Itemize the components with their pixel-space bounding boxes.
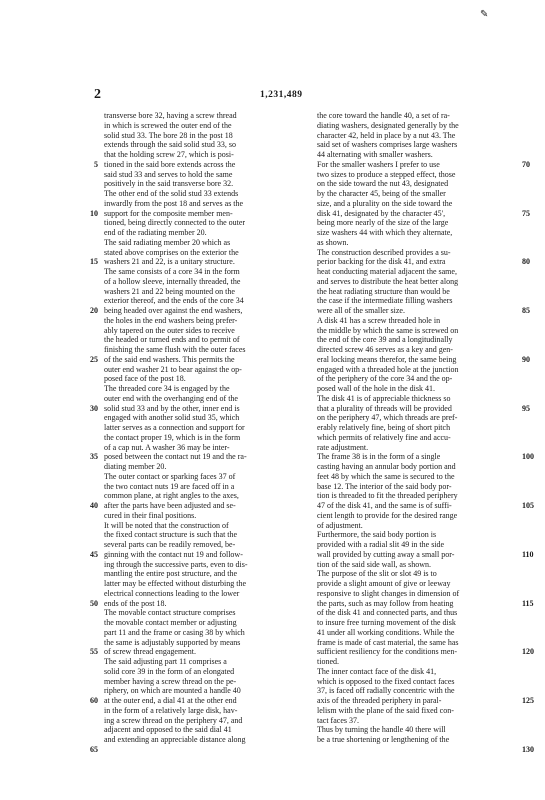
text-line: latter may be effected without disturbing the xyxy=(104,579,247,588)
line-number: 60 xyxy=(90,696,98,705)
text-line: tioned in the said bore extends across the xyxy=(104,159,236,169)
line-number: 75 xyxy=(522,208,530,218)
text-line: on the side toward the nut 43, designated xyxy=(317,179,449,189)
text-line: washers 21 and 22, is a unitary structure. xyxy=(104,257,235,267)
text-line: the core toward the handle 40, a set of ra- xyxy=(317,111,450,120)
text-line: of a cap nut. A washer 36 may be inter- xyxy=(104,442,230,452)
text-line: The said radiating member 20 which as xyxy=(104,237,231,247)
text-line: Furthermore, the said body portion is xyxy=(317,530,437,540)
text-line: For the smaller washers I prefer to use xyxy=(317,159,440,169)
text-line: solid stud 33. The bore 28 in the post 18 xyxy=(104,130,233,140)
line-number: 55 xyxy=(90,647,98,657)
text-line: electrical connections leading to the lower xyxy=(104,588,240,598)
text-line: The outer contact or sparking faces 37 of xyxy=(104,471,236,481)
text-line: being headed over against the end washers, xyxy=(104,306,243,315)
text-line: the same is adjustably supported by means xyxy=(104,637,241,647)
line-number: 15 xyxy=(90,257,98,267)
text-line: ing a screw thread on the periphery 47, and xyxy=(104,715,243,725)
text-line: of the disk 41 and connected parts, and thus xyxy=(317,608,458,618)
text-line: the movable contact member or adjusting xyxy=(104,618,237,627)
text-line: perior backing for the disk 41, and extra xyxy=(317,257,446,267)
text-line: end of the radiating member 20. xyxy=(104,228,207,237)
text-line: the contact proper 19, which is in the form xyxy=(104,432,241,442)
line-number: 70 xyxy=(522,159,530,169)
line-number: 20 xyxy=(90,306,98,315)
text-line: as shown. xyxy=(317,237,349,247)
text-line: that the holding screw 27, which is posi- xyxy=(104,150,234,159)
text-line: ably tapered on the outer sides to receive xyxy=(104,325,235,335)
text-line: The construction described provides a su- xyxy=(317,247,451,257)
text-line: rate adjustment. xyxy=(317,442,369,452)
line-number: 120 xyxy=(522,647,534,657)
text-line: were all of the smaller size. xyxy=(317,306,405,315)
text-line: size washers 44 with which they alternate, xyxy=(317,228,453,237)
text-line: engaged with another solid stud 35, which xyxy=(104,413,240,423)
text-line: posed wall of the hole in the disk 41. xyxy=(317,384,435,393)
line-number: 95 xyxy=(522,403,530,413)
line-number: 105 xyxy=(522,501,534,510)
text-line: the middle by which the same is screwed on xyxy=(317,325,459,335)
text-line: The threaded core 34 is engaged by the xyxy=(104,384,230,393)
text-line: finishing the same flush with the outer faces xyxy=(104,345,246,354)
text-line: inwardly from the post 18 and serves as the xyxy=(104,198,244,208)
text-line: stated above comprises on the exterior the xyxy=(104,247,239,257)
line-number: 80 xyxy=(522,257,530,267)
text-line: diating washers, designated generally by the xyxy=(317,120,459,130)
line-number: 25 xyxy=(90,354,98,364)
text-line: of the said end washers. This permits the xyxy=(104,354,235,364)
text-line: Thus by turning the handle 40 there will xyxy=(317,725,446,735)
text-line: outer end washer 21 to bear against the op- xyxy=(104,364,242,374)
text-line: The inner contact face of the disk 41, xyxy=(317,666,437,676)
text-line: that a plurality of threads will be provided xyxy=(317,403,452,413)
text-line: support for the composite member men- xyxy=(104,208,233,218)
line-number: 65 xyxy=(90,744,98,754)
line-number: 10 xyxy=(90,208,98,218)
line-number: 130 xyxy=(522,744,534,754)
text-line: positively in the said transverse bore 32. xyxy=(104,179,234,189)
text-line: casting having an annular body portion and xyxy=(317,462,456,471)
text-line: The purpose of the slit or slot 49 is to xyxy=(317,569,437,579)
text-line: provided with a radial slit 49 in the side xyxy=(317,540,445,549)
text-line: the end of the core 39 and a longitudinally xyxy=(317,335,453,345)
text-line: the case if the intermediate filling washers xyxy=(317,296,453,306)
text-line: mantling the entire post structure, and the xyxy=(104,569,238,579)
text-line: A disk 41 has a screw threaded hole in xyxy=(317,315,441,325)
text-line: ginning with the contact nut 19 and follow- xyxy=(104,549,243,559)
text-line: latter serves as a connection and support for xyxy=(104,423,245,432)
text-line: frame is made of cast material, the same has xyxy=(317,637,459,647)
text-line: the fixed contact structure is such that the xyxy=(104,530,238,540)
text-line: outer end with the overhanging end of the xyxy=(104,393,238,403)
text-line: The frame 38 is in the form of a single xyxy=(317,452,441,462)
line-number: 115 xyxy=(522,598,534,608)
right-text-column xyxy=(317,111,536,745)
page-number: 2 xyxy=(94,87,101,102)
line-number: 45 xyxy=(90,549,98,559)
text-line: exterior thereof, and the ends of the core 34 xyxy=(104,296,244,306)
line-number: 125 xyxy=(522,696,534,705)
text-line: the headed or turned ends and to permit of xyxy=(104,335,240,345)
text-line: 44 alternating with smaller washers. xyxy=(317,150,433,159)
text-line: said stud 33 and serves to hold the same xyxy=(104,169,233,179)
text-line: being more nearly of the size of the large xyxy=(317,218,449,228)
line-number: 90 xyxy=(522,354,530,364)
text-line: several parts can be readily removed, be- xyxy=(104,540,236,549)
corner-mark: ✎ xyxy=(480,9,489,20)
text-line: The other end of the solid stud 33 extends xyxy=(104,189,239,198)
line-number: 85 xyxy=(522,306,530,315)
text-line: diating member 20. xyxy=(104,462,167,471)
text-line: tact faces 37. xyxy=(317,715,359,725)
text-line: two sizes to produce a stepped effect, those xyxy=(317,169,456,179)
text-line: cient length to provide for the desired range xyxy=(317,510,458,520)
line-number: 30 xyxy=(90,403,98,413)
text-line: of adjustment. xyxy=(317,520,363,530)
text-line: responsive to slight changes in dimension of xyxy=(317,588,460,598)
text-line: 37, is faced off radially concentric with the xyxy=(317,686,455,696)
text-line: base 12. The interior of the said body por- xyxy=(317,481,452,491)
text-line: common plane, at right angles to the axes, xyxy=(104,491,239,501)
text-line: the heat radiating structure than would be xyxy=(317,286,450,296)
left-text-column xyxy=(104,111,323,745)
text-line: part 11 and the frame or casing 38 by which xyxy=(104,627,245,637)
text-line: the parts, such as may follow from heating xyxy=(317,598,454,608)
text-line: engaged with a threaded hole at the junction xyxy=(317,364,459,374)
text-line: be a true shortening or lengthening of the xyxy=(317,735,450,744)
text-line: heat conducting material adjacent the same, xyxy=(317,267,457,276)
patent-number: 1,231,489 xyxy=(260,90,303,100)
text-line: at the outer end, a dial 41 at the other end xyxy=(104,696,237,705)
text-line: and extending an appreciable distance along xyxy=(104,735,246,744)
text-line: wall provided by cutting away a small por- xyxy=(317,549,455,559)
text-line: axis of the threaded periphery in paral- xyxy=(317,696,442,705)
text-line: The movable contact structure comprises xyxy=(104,608,236,618)
line-number: 5 xyxy=(94,159,98,169)
text-line: provide a slight amount of give or leeway xyxy=(317,579,451,588)
text-line: riphery, on which are mounted a handle 40 xyxy=(104,686,241,696)
text-line: on the periphery 47, which threads are pref- xyxy=(317,413,458,423)
text-line: and serves to distribute the heat better along xyxy=(317,276,459,286)
text-line: which is opposed to the fixed contact faces xyxy=(317,676,455,686)
text-line: of the periphery of the core 34 and the op- xyxy=(317,374,453,384)
line-number: 110 xyxy=(522,549,534,559)
text-line: It will be noted that the construction of xyxy=(104,520,229,530)
text-line: ends of the post 18. xyxy=(104,598,167,608)
text-line: member having a screw thread on the pe- xyxy=(104,676,237,686)
text-line: tioned, being directly connected to the outer xyxy=(104,218,246,228)
text-line: transverse bore 32, having a screw thread xyxy=(104,111,237,120)
text-line: disk 41, designated by the character 45', xyxy=(317,208,446,218)
text-line: by the character 45, being of the smaller xyxy=(317,189,446,198)
line-number: 40 xyxy=(90,501,98,510)
text-line: character 42, held in place by a nut 43. The xyxy=(317,130,456,140)
text-line: ing through the successive parts, even to dis- xyxy=(104,559,248,569)
text-line: of screw thread engagement. xyxy=(104,647,196,657)
text-line: tion is threaded to fit the threaded periphery xyxy=(317,491,458,501)
text-line: posed between the contact nut 19 and the ra- xyxy=(104,452,247,462)
text-line: feet 48 by which the same is secured to the xyxy=(317,471,455,481)
text-line: the holes in the end washers being prefer- xyxy=(104,315,238,325)
text-line: extends through the said solid stud 33, so xyxy=(104,140,236,150)
line-number: 100 xyxy=(522,452,534,462)
text-line: to insure free turning movement of the disk xyxy=(317,618,456,627)
text-line: washers 21 and 22 being mounted on the xyxy=(104,286,235,296)
line-number: 35 xyxy=(90,452,98,462)
text-line: tioned. xyxy=(317,657,339,666)
text-line: lelism with the plane of the said fixed con- xyxy=(317,705,454,715)
text-line: in which is screwed the outer end of the xyxy=(104,120,232,130)
text-line: The said adjusting part 11 comprises a xyxy=(104,657,227,666)
text-line: directed screw 46 serves as a key and gen- xyxy=(317,345,453,354)
text-line: solid stud 33 and by the other, inner end is xyxy=(104,403,240,413)
line-number: 50 xyxy=(90,598,98,608)
text-line: which permits of relatively fine and accu- xyxy=(317,432,451,442)
text-line: posed face of the post 18. xyxy=(104,374,186,384)
text-line: solid core 39 in the form of an elongated xyxy=(104,666,235,676)
text-line: said set of washers comprises large washers xyxy=(317,140,458,150)
text-line: in the form of a relatively large disk, hav- xyxy=(104,705,238,715)
text-line: of a hollow sleeve, internally threaded, the xyxy=(104,276,241,286)
text-line: 47 of the disk 41, and the same is of suffi- xyxy=(317,501,452,510)
text-line: size, and a plurality on the side toward the xyxy=(317,198,453,208)
text-line: sufficient resiliency for the conditions men- xyxy=(317,647,458,657)
text-line: 41 under all working conditions. While the xyxy=(317,627,455,637)
text-line: The same consists of a core 34 in the form xyxy=(104,267,240,276)
text-line: tion of the said side wall, as shown. xyxy=(317,559,431,569)
text-line: adjacent and opposed to the said dial 41 xyxy=(104,725,232,735)
text-line: The disk 41 is of appreciable thickness so xyxy=(317,393,451,403)
text-line: the two contact nuts 19 are faced off in a xyxy=(104,481,235,491)
text-line: after the parts have been adjusted and se- xyxy=(104,501,236,510)
text-line: cured in their final positions. xyxy=(104,510,197,520)
text-line: eral locking means therefor, the same being xyxy=(317,354,457,364)
text-line: erably relatively fine, being of short pitch xyxy=(317,423,451,432)
